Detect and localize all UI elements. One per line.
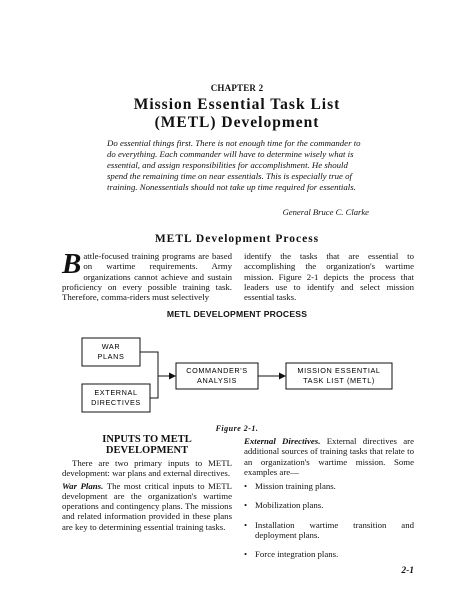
commanders-analysis-box (176, 363, 258, 389)
title-line-1: Mission Essential Task List (133, 96, 341, 113)
figure-caption: Figure 2-1. (215, 424, 259, 433)
war-plans-label: War Plans. (62, 480, 104, 491)
external-directives-column (244, 436, 414, 569)
commanders-analysis-line-2: ANALYSIS (197, 376, 237, 385)
inputs-heading-line-1: INPUTS TO METL (102, 434, 192, 445)
metl-line-1: MISSION ESSENTIAL (297, 366, 381, 375)
external-directives-line-1: EXTERNAL (94, 388, 138, 397)
inputs-heading-line-2: DEVELOPMENT (105, 445, 189, 456)
title-line-2: (METL) Development (154, 114, 320, 131)
page-title (0, 96, 474, 132)
war-plans-box (82, 338, 140, 366)
war-plans-line-1: WAR (101, 342, 121, 351)
intro-left-text: attle-focused training programs are based on wartime requirements. Army organizations cannot achieve and sustain proficiency on every possible training task. Therefore, comma-riders must selectively (62, 251, 232, 303)
external-directives-label: External Directives. (244, 436, 321, 446)
inputs-intro: There are two primary inputs to METL development: war plans and external directives. (62, 458, 232, 479)
examples-list (244, 481, 414, 559)
commanders-analysis-line-1: COMMANDER'S (186, 366, 248, 375)
metl-process-diagram (60, 330, 420, 420)
section-heading: METL Development Process (154, 233, 320, 245)
external-directives-line-2: DIRECTIVES (91, 398, 141, 407)
epigraph-quote: Do essential things first. There is not enough time for the commander to do everything. Each commander will have to determine wisely what is essential, and assign responsibilities for accomplishment. He should spend the remaining time on near essentials. This is especially true of training. Nonessentials should not take up time required for essentials. (107, 138, 361, 192)
page-number: 2-1 (401, 566, 414, 576)
chapter-label: CHAPTER 2 (210, 83, 264, 93)
list-item: • Force integration plans. (244, 549, 414, 559)
quote-attribution: General Bruce C. Clarke (282, 207, 369, 217)
external-directives-text: External directives are additional sources of training tasks that relate to an organization's wartime mission. Some examples are— (244, 436, 414, 477)
drop-cap: B (62, 248, 82, 280)
war-plans-paragraph (62, 481, 232, 532)
external-directives-box (82, 384, 150, 412)
intro-right-column (244, 251, 414, 302)
external-directives-paragraph (244, 436, 414, 477)
intro-right-text: identify the tasks that are essential to accomplishing the organization's wartime mission. Figure 2-1 depicts the process that leaders use to identify and select mission essential tasks. (244, 251, 414, 303)
war-plans-line-2: PLANS (97, 352, 125, 361)
metl-box (286, 363, 392, 389)
metl-line-2: TASK LIST (METL) (303, 376, 375, 385)
list-item: • Installation wartime transition and deployment plans. (244, 520, 414, 541)
inputs-column (62, 458, 232, 532)
list-item: • Mission training plans. (244, 481, 414, 491)
inputs-heading (62, 434, 232, 456)
intro-left-column (62, 248, 232, 303)
war-plans-text: The most critical inputs to METL development are the organization's wartime operations and contingency plans. The missions and related information provided in these plans are key to determining essential training tasks. (62, 480, 232, 532)
figure-title: METL DEVELOPMENT PROCESS (166, 309, 308, 319)
list-item: • Mobilization plans. (244, 500, 414, 510)
